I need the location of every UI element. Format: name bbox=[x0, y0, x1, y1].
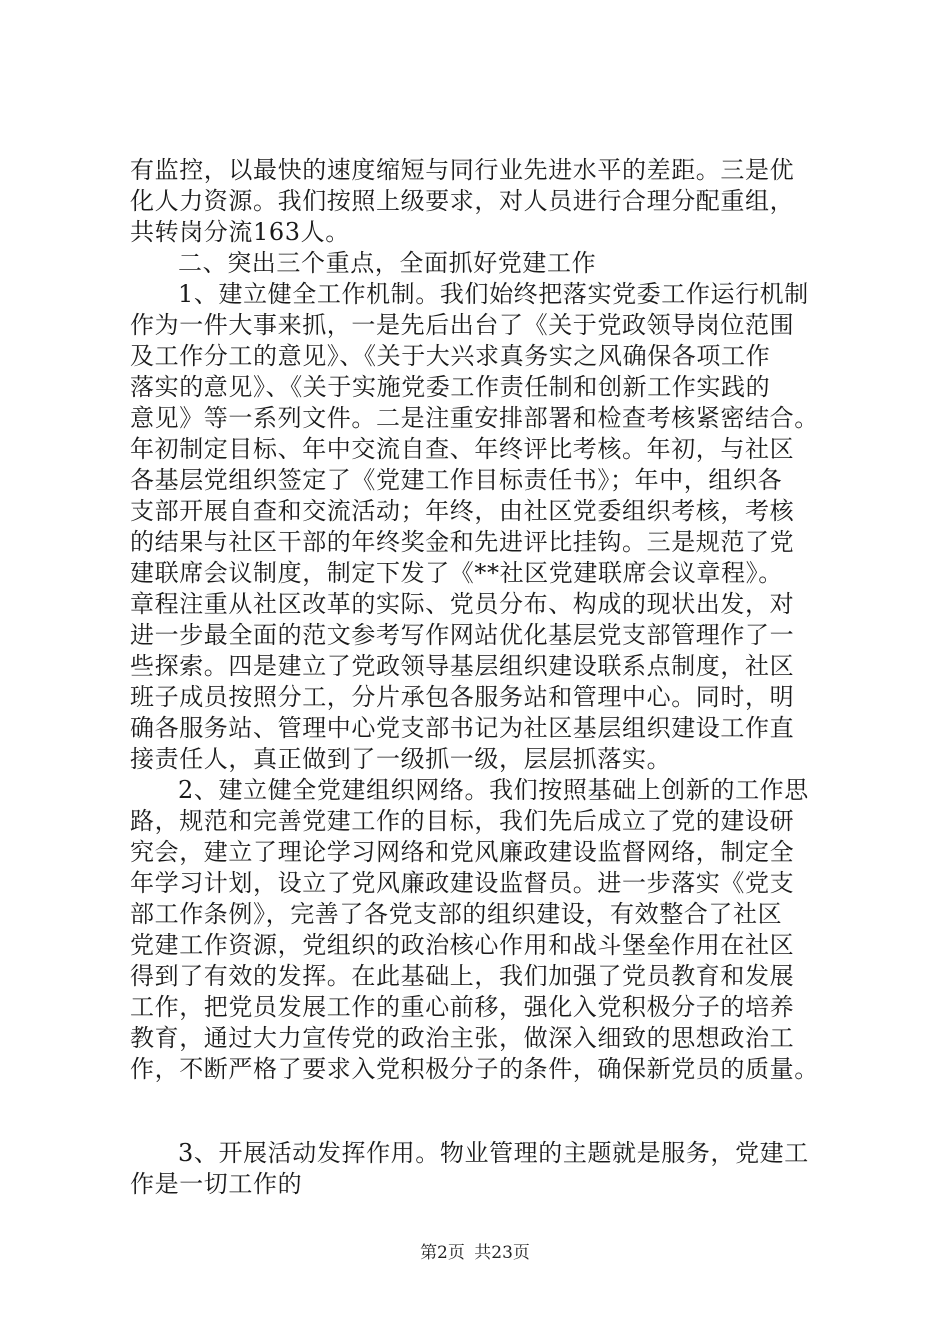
paragraph bbox=[130, 279, 842, 775]
text-line: 得到了有效的发挥。在此基础上，我们加强了党员教育和发展 bbox=[130, 962, 795, 990]
text-line: 共转岗分流163人。 bbox=[130, 218, 350, 246]
text-line: 建联席会议制度，制定下发了《**社区党建联席会议章程》。 bbox=[130, 559, 783, 587]
page-total: 共23页 bbox=[474, 1243, 530, 1263]
text-line: 作为一件大事来抓，一是先后出台了《关于党政领导岗位范围 bbox=[130, 311, 795, 339]
text-line: 1、建立健全工作机制。我们始终把落实党委工作运行机制 bbox=[178, 280, 809, 308]
text-line: 确各服务站、管理中心党支部书记为社区基层组织建设工作直 bbox=[130, 714, 795, 742]
text-line: 部工作条例》，完善了各党支部的组织建设，有效整合了社区 bbox=[130, 900, 783, 928]
text-line: 各基层党组织签定了《党建工作目标责任书》；年中，组织各 bbox=[130, 466, 783, 494]
text-line: 有监控，以最快的速度缩短与同行业先进水平的差距。三是优 bbox=[130, 156, 795, 184]
paragraph bbox=[130, 775, 842, 1085]
paragraph-gap bbox=[130, 1085, 842, 1138]
paragraph bbox=[130, 1138, 842, 1200]
text-line: 工作，把党员发展工作的重心前移，强化入党积极分子的培养 bbox=[130, 993, 795, 1021]
page-number: 第2页 bbox=[420, 1243, 465, 1263]
text-line: 支部开展自查和交流活动；年终，由社区党委组织考核，考核 bbox=[130, 497, 795, 525]
text-line: 年初制定目标、年中交流自查、年终评比考核。年初，与社区 bbox=[130, 435, 795, 463]
text-line: 落实的意见》、《关于实施党委工作责任制和创新工作实践的 bbox=[130, 373, 771, 401]
text-line: 章程注重从社区改革的实际、党员分布、构成的现状出发，对 bbox=[130, 590, 795, 618]
page-footer bbox=[0, 1238, 950, 1263]
text-line: 进一步最全面的范文参考写作网站优化基层党支部管理作了一 bbox=[130, 621, 795, 649]
text-line: 意见》等一系列文件。二是注重安排部署和检查考核紧密结合。 bbox=[130, 404, 819, 432]
text-line: 的结果与社区干部的年终奖金和先进评比挂钩。三是规范了党 bbox=[130, 528, 795, 556]
text-line: 3、开展活动发挥作用。物业管理的主题就是服务，党建工 bbox=[178, 1139, 809, 1167]
text-line: 化人力资源。我们按照上级要求，对人员进行合理分配重组， bbox=[130, 187, 795, 215]
text-line: 教育，通过大力宣传党的政治主张，做深入细致的思想政治工 bbox=[130, 1024, 795, 1052]
section-heading bbox=[130, 248, 842, 279]
text-line: 及工作分工的意见》、《关于大兴求真务实之风确保各项工作 bbox=[130, 342, 771, 370]
text-line: 年学习计划，设立了党风廉政建设监督员。进一步落实《党支 bbox=[130, 869, 795, 897]
text-line: 作，不断严格了要求入党积极分子的条件，确保新党员的质量。 bbox=[130, 1055, 819, 1083]
text-line: 路，规范和完善党建工作的目标，我们先后成立了党的建设研 bbox=[130, 807, 795, 835]
paragraph bbox=[130, 155, 842, 248]
text-line: 些探索。四是建立了党政领导基层组织建设联系点制度，社区 bbox=[130, 652, 795, 680]
text-line: 党建工作资源，党组织的政治核心作用和战斗堡垒作用在社区 bbox=[130, 931, 795, 959]
text-line: 班子成员按照分工，分片承包各服务站和管理中心。同时，明 bbox=[130, 683, 795, 711]
text-line: 二、突出三个重点，全面抓好党建工作 bbox=[178, 249, 597, 277]
text-line: 接责任人，真正做到了一级抓一级，层层抓落实。 bbox=[130, 745, 672, 773]
text-line: 究会，建立了理论学习网络和党风廉政建设监督网络，制定全 bbox=[130, 838, 795, 866]
document-body bbox=[130, 155, 842, 1200]
text-line: 2、建立健全党建组织网络。我们按照基础上创新的工作思 bbox=[178, 776, 809, 804]
text-line: 作是一切工作的 bbox=[130, 1170, 303, 1198]
